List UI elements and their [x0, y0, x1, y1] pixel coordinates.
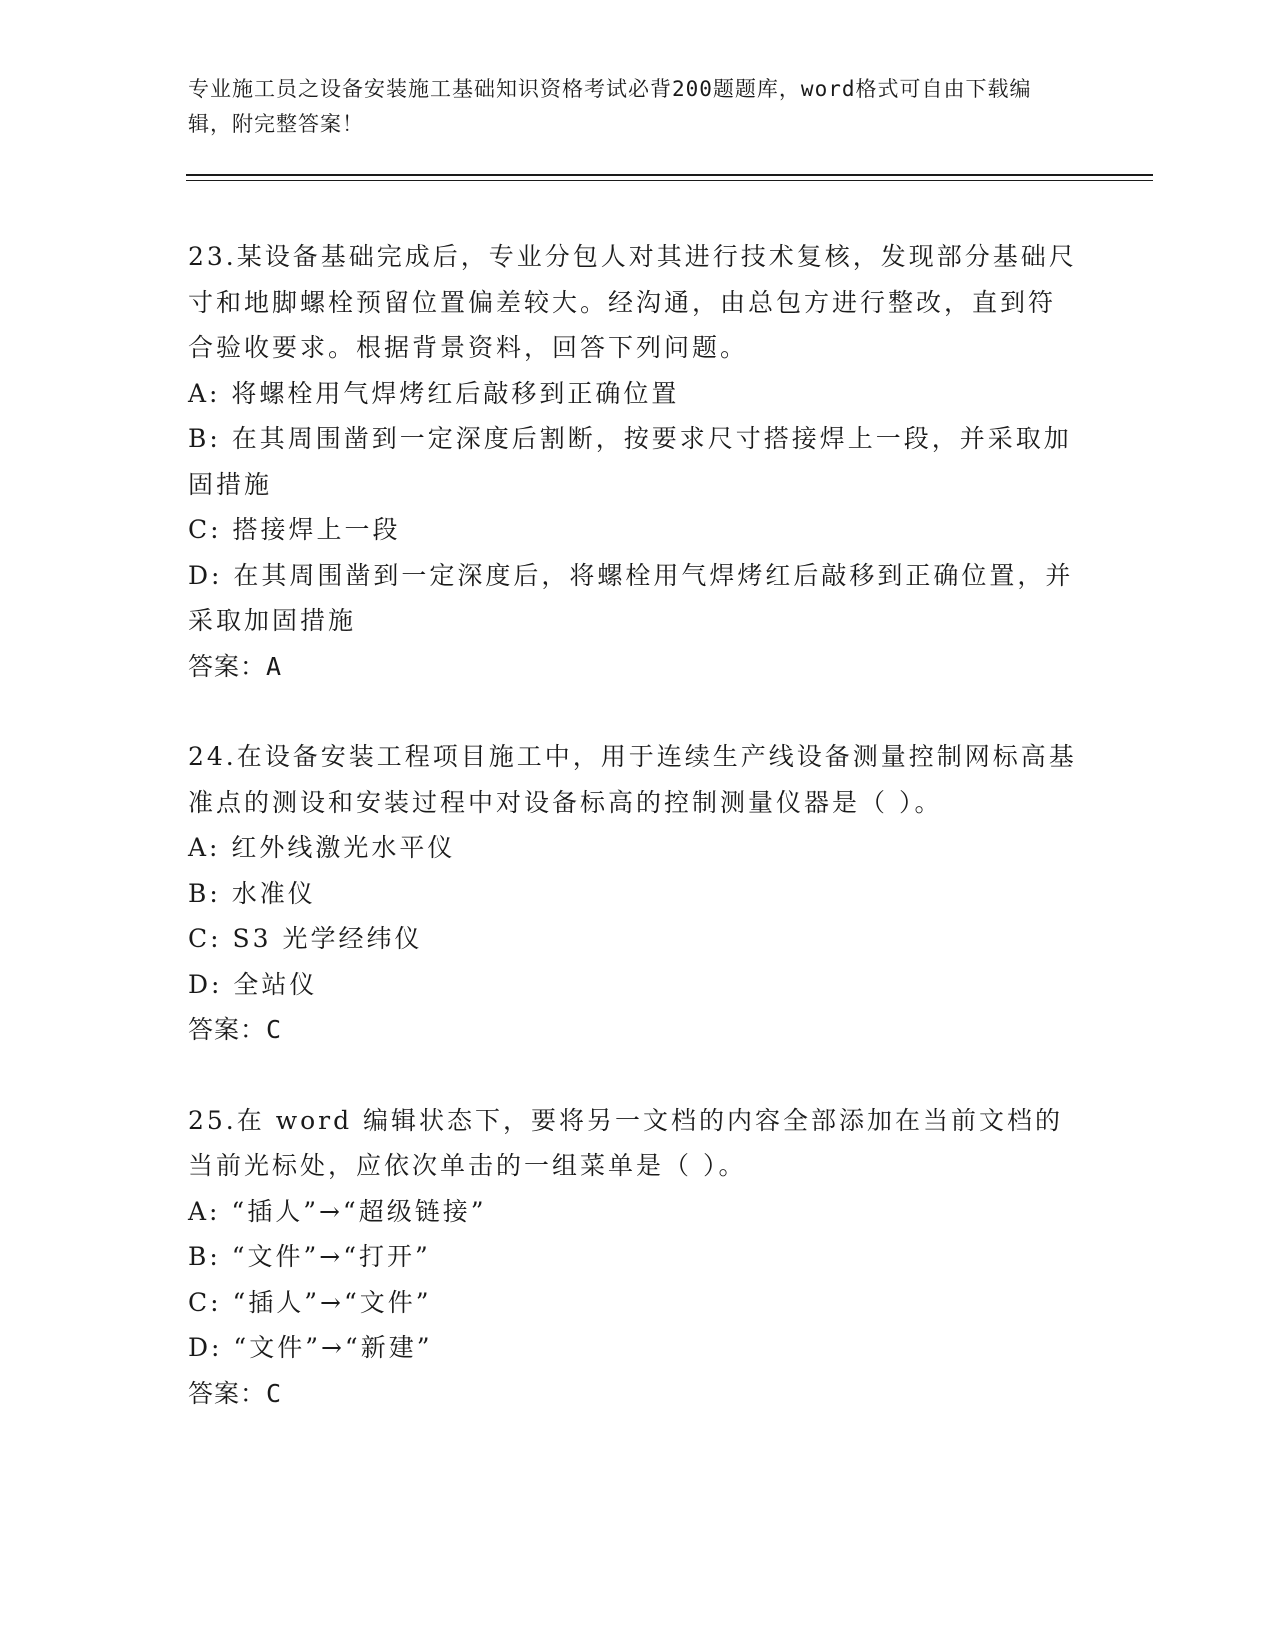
- option-a: A: “插人”→“超级链接”: [188, 1196, 487, 1226]
- question-stem: 23.某设备基础完成后，专业分包人对其进行技术复核，发现部分基础尺寸和地脚螺栓预留位置偏差较大。经沟通，由总包方进行整改，直到符合验收要求。根据背景资料，回答下列问题。: [188, 242, 1077, 362]
- option-a: A: 将螺栓用气焊烤红后敲移到正确位置: [188, 378, 680, 408]
- header-divider-thin: [186, 180, 1153, 181]
- question-24: [188, 734, 1078, 1053]
- question-stem: 25.在 word 编辑状态下，要将另一文档的内容全部添加在当前文档的当前光标处，应依次单击的一组菜单是（ ）。: [188, 1105, 1064, 1180]
- header-divider-thick: [186, 174, 1153, 176]
- option-c: C: 搭接焊上一段: [188, 515, 401, 544]
- question-23: [188, 234, 1078, 689]
- option-c: C: S3 光学经纬仪: [188, 924, 423, 953]
- option-d: D: 全站仪: [188, 969, 318, 999]
- option-b: B: 水准仪: [188, 878, 316, 908]
- answer: 答案：C: [188, 1378, 283, 1408]
- option-b: B: “文件”→“打开”: [188, 1242, 431, 1271]
- option-b: B: 在其周围凿到一定深度后割断，按要求尺寸搭接焊上一段，并采取加固措施: [188, 424, 1072, 499]
- option-c: C: “插人”→“文件”: [188, 1287, 432, 1317]
- answer: 答案：A: [188, 651, 283, 681]
- option-d: D: “文件”→“新建”: [188, 1333, 433, 1362]
- question-list: [188, 234, 1078, 1461]
- question-stem: 24.在设备安装工程项目施工中，用于连续生产线设备测量控制网标高基准点的测设和安装过程中对设备标高的控制测量仪器是（ ）。: [188, 742, 1077, 817]
- question-25: [188, 1098, 1078, 1417]
- document-header: 专业施工员之设备安装施工基础知识资格考试必背200题题库，word格式可自由下载编辑，附完整答案！: [188, 77, 1032, 136]
- answer: 答案：C: [188, 1015, 283, 1044]
- option-a: A: 红外线激光水平仪: [188, 833, 456, 862]
- option-d: D: 在其周围凿到一定深度后，将螺栓用气焊烤红后敲移到正确位置，并采取加固措施: [188, 560, 1074, 635]
